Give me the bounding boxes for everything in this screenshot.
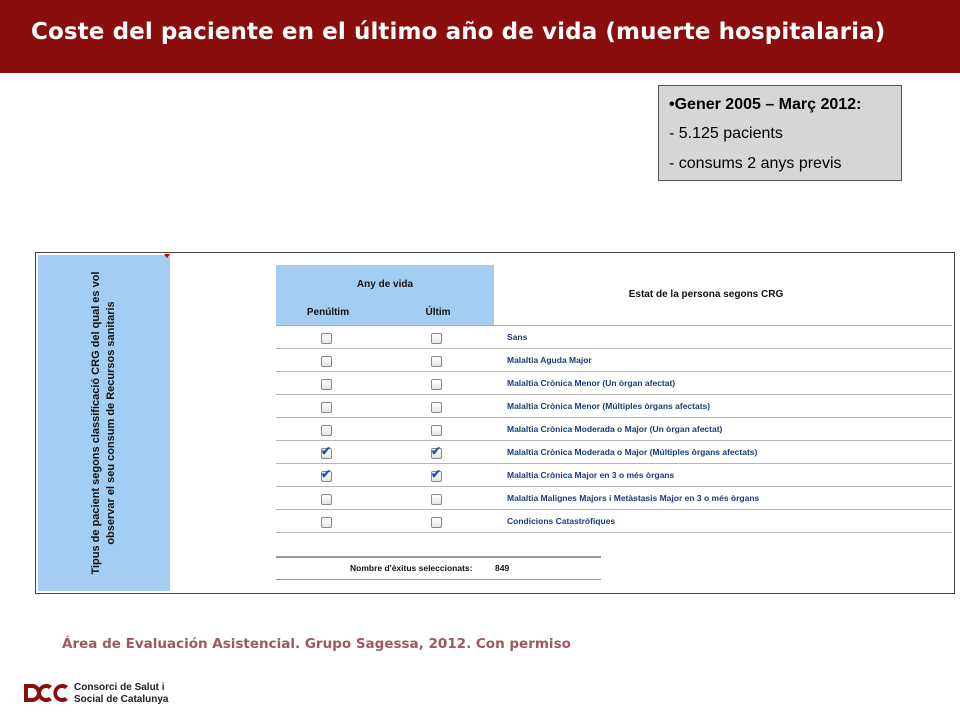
penultim-checkbox[interactable] xyxy=(321,333,332,344)
table-row xyxy=(276,395,952,418)
marker-icon xyxy=(164,254,170,258)
info-patients: - 5.125 pacients xyxy=(669,125,783,142)
logo-text-line2: Social de Catalunya xyxy=(74,694,169,705)
penultim-checkbox[interactable] xyxy=(321,444,332,459)
table-row xyxy=(276,418,952,441)
checkmark-icon: ✔ xyxy=(321,467,332,481)
info-period: •Gener 2005 – Març 2012: xyxy=(669,96,862,113)
crg-state-label: Condicions Catastròfiques xyxy=(507,516,616,526)
ultim-checkbox[interactable] xyxy=(431,517,442,528)
penultim-checkbox[interactable] xyxy=(321,425,332,436)
info-consumption: - consums 2 anys previs xyxy=(669,155,842,172)
penultim-checkbox[interactable] xyxy=(321,494,332,505)
footer-divider-top xyxy=(276,556,601,558)
crg-state-label: Malaltia Crònica Menor (Un òrgan afectat) xyxy=(507,378,676,388)
csc-logo-icon xyxy=(22,682,70,704)
crg-state-label: Malaltia Malignes Majors i Metàstasis Major en 3 o més òrgans xyxy=(507,493,760,503)
ultim-checkbox[interactable] xyxy=(431,467,442,482)
ultim-checkbox[interactable] xyxy=(431,379,442,390)
column-penultim: Penúltim xyxy=(306,307,350,318)
column-ultim: Últim xyxy=(425,307,451,318)
penultim-checkbox[interactable] xyxy=(321,356,332,367)
table-row xyxy=(276,464,952,487)
penultim-checkbox[interactable] xyxy=(321,402,332,413)
side-label: Tipus de pacient segons classificació CRG del qual es vol observar el seu consum de Recursos sanitaris xyxy=(90,271,117,575)
info-box xyxy=(658,85,902,181)
ultim-checkbox[interactable] xyxy=(431,494,442,505)
checkmark-icon: ✔ xyxy=(321,444,332,458)
table-row xyxy=(276,349,952,372)
column-estat: Estat de la persona segons CRG xyxy=(628,289,784,300)
ultim-checkbox[interactable] xyxy=(431,333,442,344)
table-row xyxy=(276,487,952,510)
checkmark-icon: ✔ xyxy=(431,467,442,481)
source-note: Área de Evaluación Asistencial. Grupo Sagessa, 2012. Con permiso xyxy=(62,636,571,652)
table-row xyxy=(276,441,952,464)
deaths-count-label: Nombre d'èxitus seleccionats: xyxy=(350,563,473,573)
ultim-checkbox[interactable] xyxy=(431,402,442,413)
deaths-count-value: 849 xyxy=(495,563,510,573)
crg-state-label: Malaltia Crònica Major en 3 o més òrgans xyxy=(507,470,675,480)
penultim-checkbox[interactable] xyxy=(321,379,332,390)
table-row xyxy=(276,326,952,349)
checkmark-icon: ✔ xyxy=(431,444,442,458)
crg-selection-panel xyxy=(35,252,955,594)
side-label-bar xyxy=(38,255,170,591)
crg-state-label: Sans xyxy=(507,332,528,342)
ultim-checkbox[interactable] xyxy=(431,444,442,459)
crg-state-label: Malaltia Aguda Major xyxy=(507,355,592,365)
crg-state-label: Malaltia Crònica Moderada o Major (Un òrgan afectat) xyxy=(507,424,723,434)
penultim-checkbox[interactable] xyxy=(321,517,332,528)
crg-state-label: Malaltia Crònica Menor (Múltiples òrgans afectats) xyxy=(507,401,711,411)
table-row xyxy=(276,372,952,395)
penultim-checkbox[interactable] xyxy=(321,467,332,482)
slide-title: Coste del paciente en el último año de vida (muerte hospitalaria) xyxy=(31,19,886,45)
footer-divider-bottom xyxy=(276,579,601,580)
header-any-de-vida: Any de vida xyxy=(356,279,414,290)
ultim-checkbox[interactable] xyxy=(431,356,442,367)
crg-state-label: Malaltia Crònica Moderada o Major (Múltiples òrgans afectats) xyxy=(507,447,758,457)
ultim-checkbox[interactable] xyxy=(431,425,442,436)
title-bar xyxy=(0,0,960,73)
logo-text-line1: Consorci de Salut i xyxy=(74,682,165,693)
table-row xyxy=(276,510,952,533)
